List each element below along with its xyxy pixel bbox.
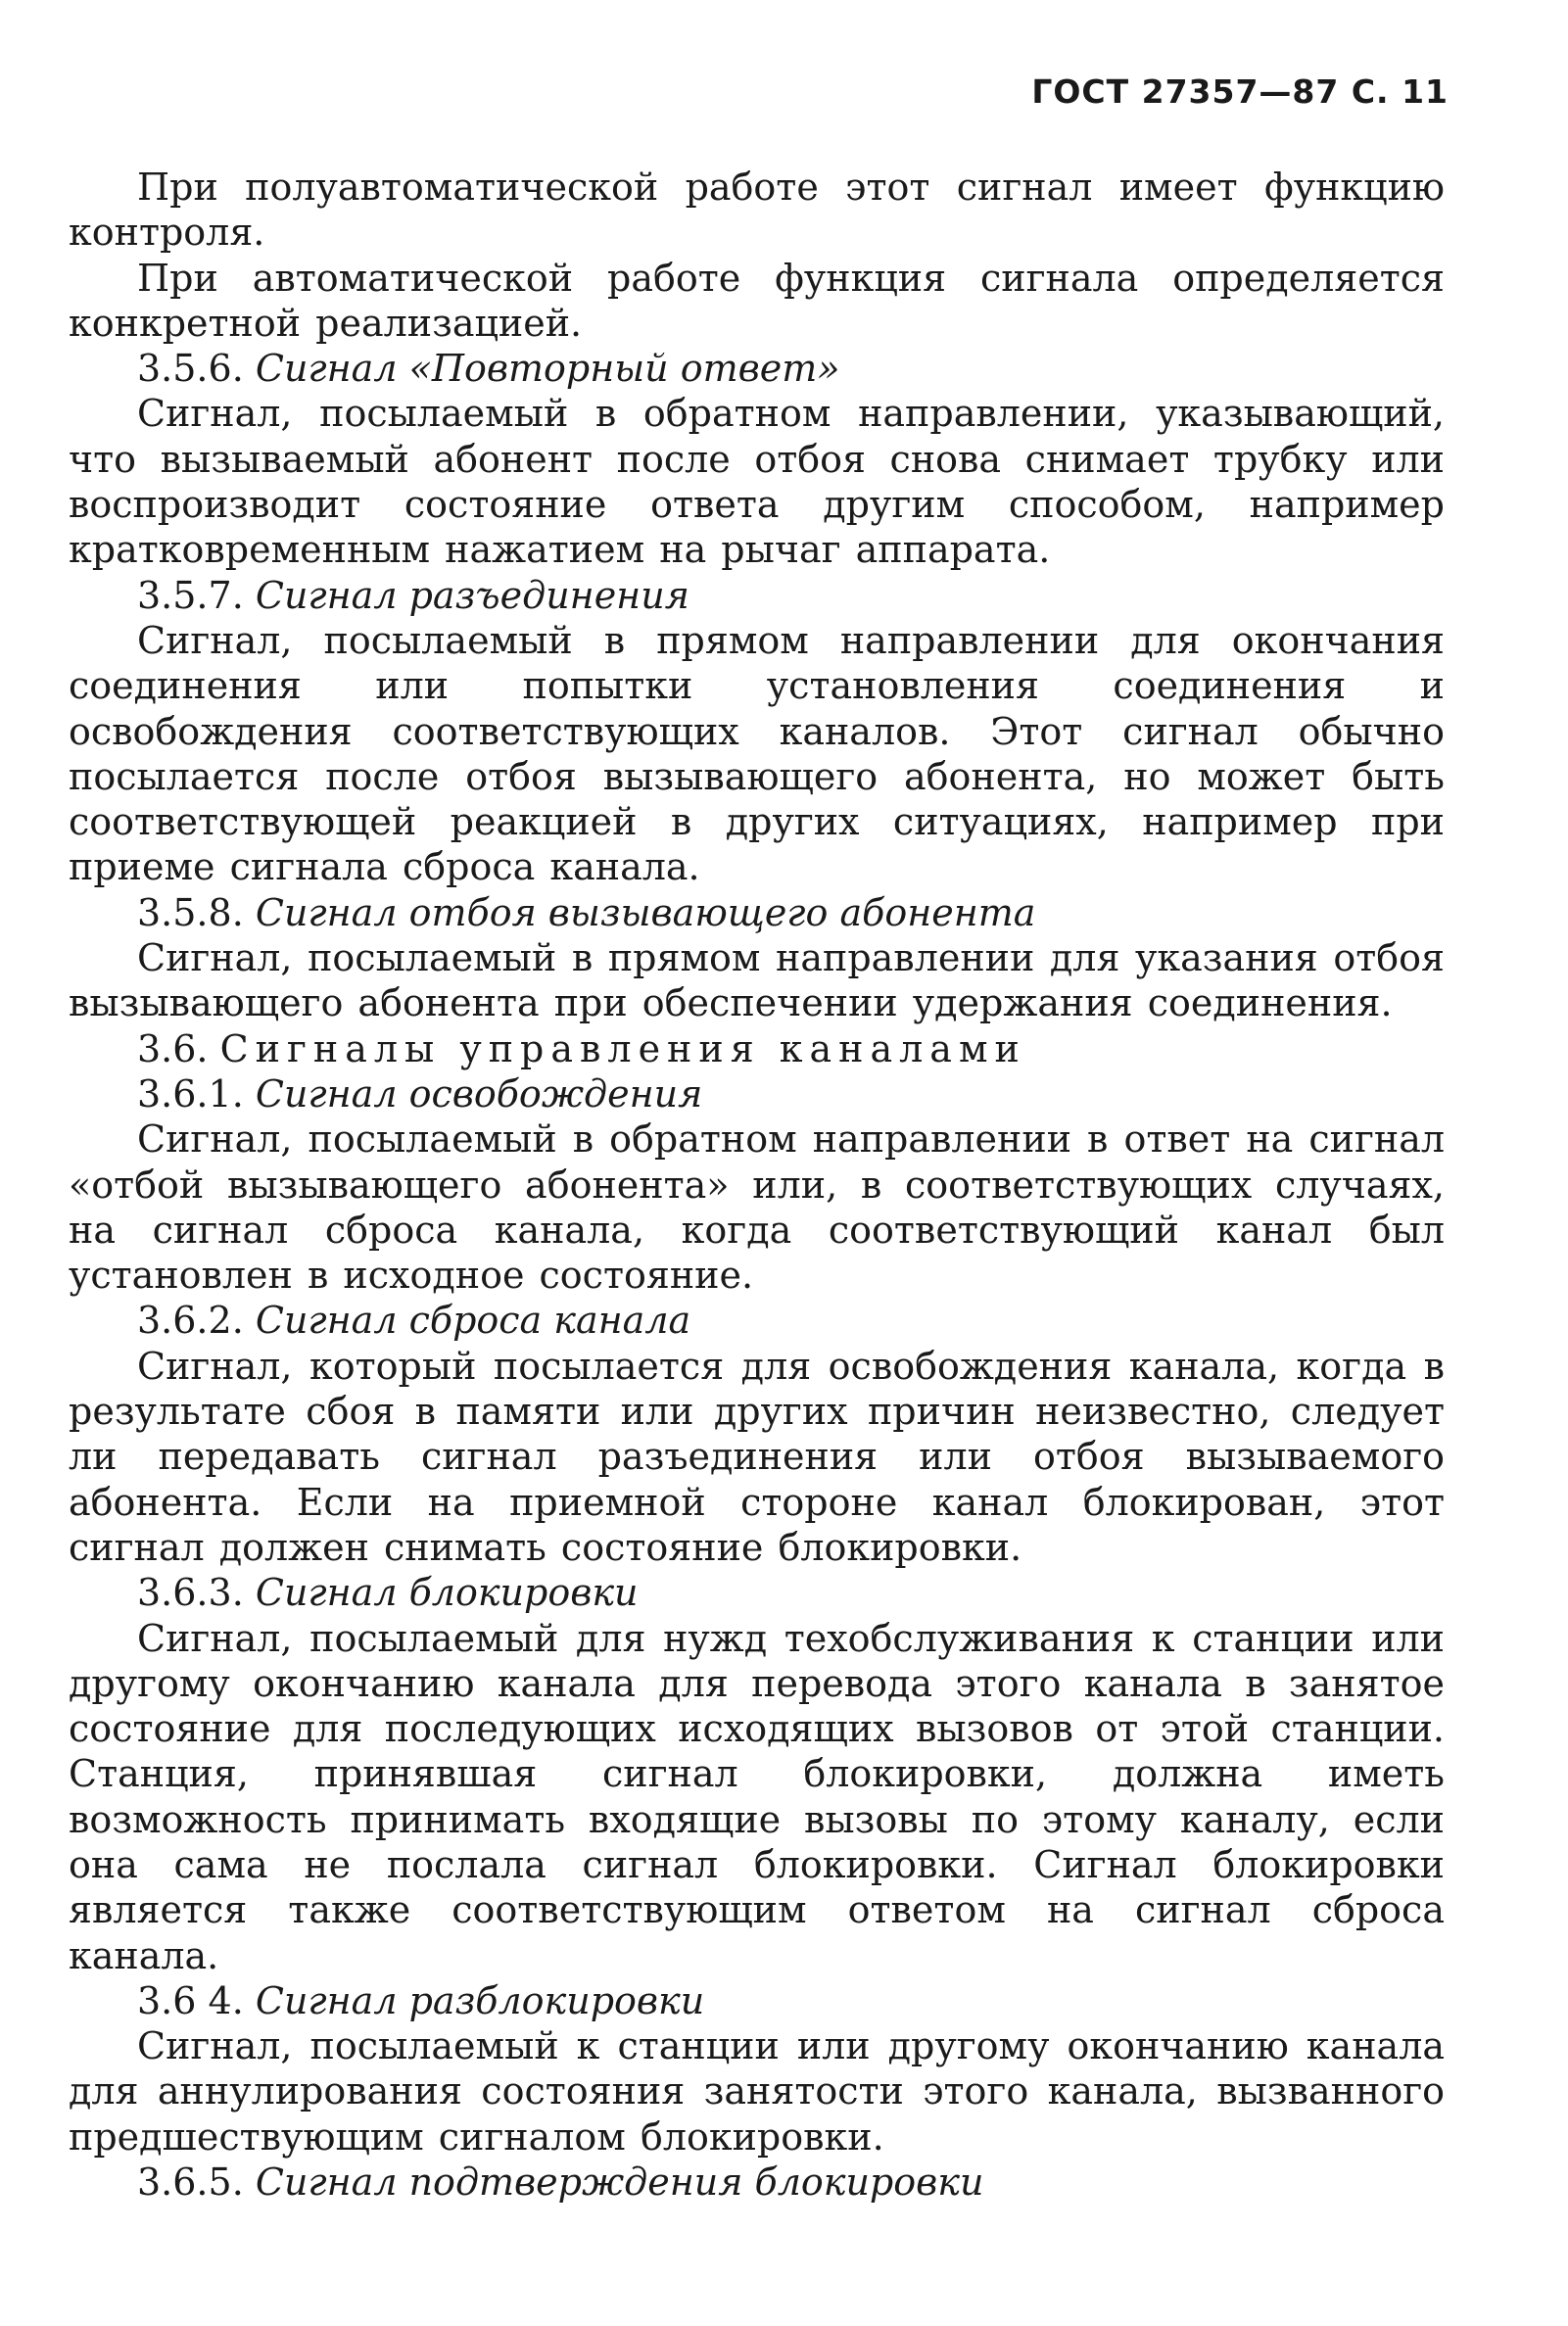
clause-title: Сигнал блокировки [255,1571,639,1615]
paragraph: Сигнал, посылаемый для нужд техобслуживания к станции или другому окончанию канала для перевода этого канала в занятое состояние для последующих исходящих вызовов от этой станции. Станция, принявшая сигнал блокировки, должна иметь возможность принимать входящие вызовы по этому каналу, если она сама не послала сигнал блокировки. Сигнал блокировки является также соответствующим ответом на сигнал сброса канала. [69,1616,1445,1977]
clause-heading [69,1570,1445,1615]
clause-title: Сигнал «Повторный ответ» [255,347,840,391]
page-header: ГОСТ 27357—87 С. 11 [1031,72,1449,111]
section-heading [69,1026,1445,1071]
clause-title: Сигнал сброса канала [255,1299,691,1343]
clause-heading [69,1071,1445,1116]
clause-heading [69,1298,1445,1343]
clause-number: 3.6.1. [137,1071,244,1116]
paragraph: Сигнал, посылаемый в обратном направлении в ответ на сигнал «отбой вызывающего абонента» или, в соответствующих случаях, на сигнал сброса канала, когда соответствующий канал был установлен в исходное состояние. [69,1117,1445,1298]
clause-number: 3.6.2. [137,1299,244,1343]
clause-number: 3.5.8. [137,890,244,934]
clause-heading [69,890,1445,935]
clause-number: 3.6.3. [137,1571,244,1615]
clause-title: Сигнал разъединения [255,573,689,617]
paragraph: Сигнал, посылаемый в прямом направлении для окончания соединения или попытки установления соединения и освобождения соответствующих каналов. Этот сигнал обычно посылается после отбоя вызывающего абонента, но может быть соответствующей реакцией в других ситуациях, например при приеме сигнала сброса канала. [69,618,1445,889]
clause-title: Сигнал разблокировки [255,1978,705,2022]
paragraph: Сигнал, посылаемый в обратном направлении, указывающий, что вызываемый абонент после отбоя снова снимает трубку или воспроизводит состояние ответа другим способом, например кратковременным нажатием на рычаг аппарата. [69,392,1445,572]
clause-number: 3.6.5. [137,2160,244,2205]
clause-heading [69,2160,1445,2205]
paragraph: Сигнал, который посылается для освобождения канала, когда в результате сбоя в памяти или других причин неизвестно, следует ли передавать сигнал разъединения или отбоя вызываемого абонента. Если на приемной стороне канал блокирован, этот сигнал должен снимать состояние блокировки. [69,1344,1445,1569]
paragraph: Сигнал, посылаемый в прямом направлении для указания отбоя вызывающего абонента при обеспечении удержания соединения. [69,936,1445,1025]
document-body [69,165,1445,2205]
paragraph: При полуавтоматической работе этот сигнал имеет функцию контроля. [69,166,1445,255]
clause-heading [69,346,1445,391]
paragraph: Сигнал, посылаемый к станции или другому окончанию канала для аннулирования состояния занятости этого канала, вызванного предшествующим сигналом блокировки. [69,2024,1445,2159]
clause-number: 3.6 4. [137,1978,244,2022]
clause-title: Сигнал отбоя вызывающего абонента [255,890,1036,934]
clause-title: Сигнал подтверждения блокировки [255,2160,984,2205]
paragraph: При автоматической работе функция сигнала определяется конкретной реализацией. [69,256,1445,345]
section-title: Сигналы управления каналами [219,1026,1026,1070]
clause-number: 3.5.7. [137,573,244,617]
section-number: 3.6. [137,1026,209,1070]
clause-heading [69,1978,1445,2023]
clause-title: Сигнал освобождения [255,1071,703,1116]
clause-number: 3.5.6. [137,347,244,391]
clause-heading [69,573,1445,618]
